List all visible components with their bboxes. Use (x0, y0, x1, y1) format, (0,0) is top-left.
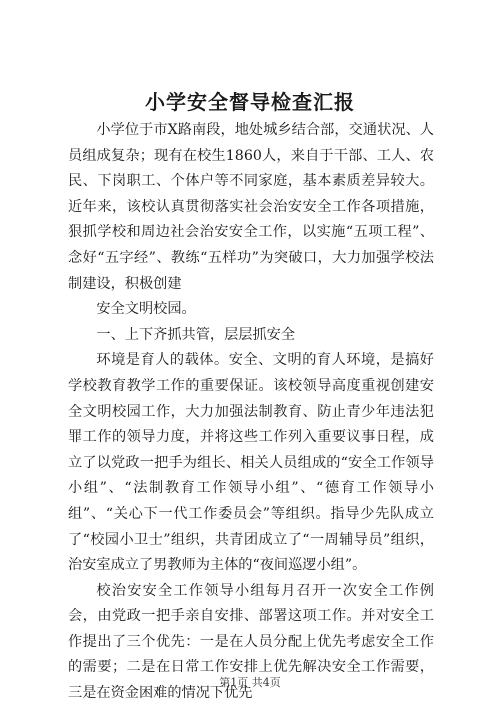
document-body (68, 118, 434, 707)
paragraph-environment: 环境是育人的载体。安全、文明的育人环境，是搞好学校教育教学工作的重要保证。该校领导高度重视创建安全文明校园工作，大力加强法制教育、防止青少年违法犯罪工作的领导力度，并将这些工作列入重要议事日程，成立了以党政一把手为组长、相关人员组成的“安全工作领导小组”、“法制教育工作领导小组”、“德育工作领导小组”、“关心下一代工作委员会”等组织。指导少先队成立了“校园小卫士”组织，共青团成立了“一周辅导员”组织，治安室成立了男教师为主体的“夜间巡逻小组”。 (68, 352, 434, 574)
paragraph-leadership-group: 校治安安全工作领导小组每月召开一次安全工作例会，由党政一把手亲自安排、部署这项工作。并对安全工作提出了三个优先：一是在人员分配上优先考虑安全工作的需要；二是在日常工作安排上优先解决安全工作需要，三是在资金困难的情况下优先 (68, 582, 434, 702)
page-footer: 第1页 共4页 (219, 676, 281, 689)
paragraph-intro-continued: 安全文明校园。 (96, 301, 196, 318)
section-heading: 一、上下齐抓共管，层层抓安全 (96, 326, 296, 343)
document-title: 小学安全督导检查汇报 (145, 90, 355, 114)
paragraph-intro: 小学位于市X路南段，地处城乡结合部，交通状况、人员组成复杂；现有在校生1860人，来自于干部、工人、农民、下岗职工、个体户等不同家庭，基本素质差异较大。近年来，该校认真贯彻落实社会治安安全工作各项措施，狠抓学校和周边社会治安安全工作，以实施“五项工程”、念好“五字经”、教练“五样功”为突破口，大力加强学校法制建设，积极创建 (68, 122, 434, 292)
